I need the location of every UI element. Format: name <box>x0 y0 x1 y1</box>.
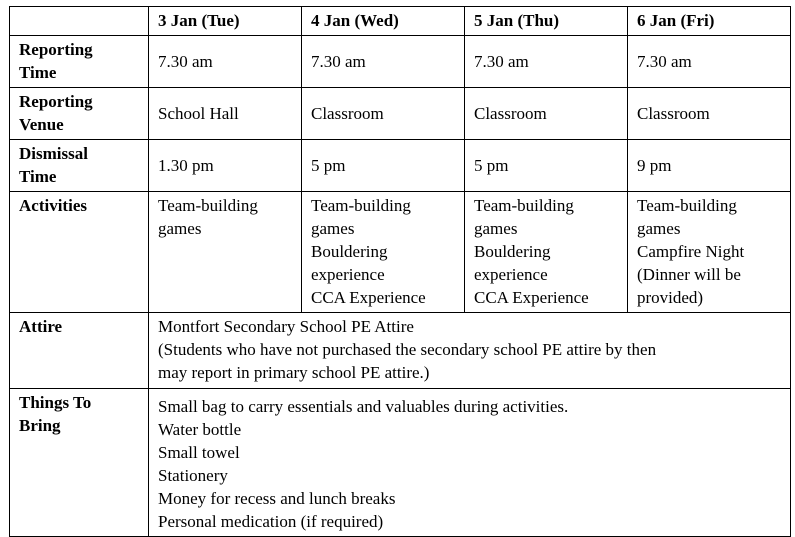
activities-day-4 <box>628 192 791 313</box>
activity-item: CCA Experience <box>311 288 426 307</box>
activity-item: Bouldering <box>474 242 551 261</box>
activity-item: CCA Experience <box>474 288 589 307</box>
activity-item: Team-building <box>158 196 258 215</box>
list-item: Small towel <box>158 443 240 462</box>
activity-item: games <box>637 219 681 238</box>
dismissal-time-day-1: 1.30 pm <box>149 140 302 192</box>
attire-label: Attire <box>10 313 149 389</box>
reporting-venue-day-4: Classroom <box>628 88 791 140</box>
reporting-time-day-1: 7.30 am <box>149 36 302 88</box>
reporting-time-label: Reporting Time <box>10 36 149 88</box>
reporting-time-row <box>10 36 791 88</box>
list-item: Personal medication (if required) <box>158 512 384 531</box>
attire-line: may report in primary school PE attire.) <box>158 363 430 382</box>
header-day-2: 4 Jan (Wed) <box>302 7 465 36</box>
reporting-venue-row <box>10 88 791 140</box>
list-item: Money for recess and lunch breaks <box>158 489 396 508</box>
attire-details <box>149 313 791 389</box>
activity-item: provided) <box>637 288 704 307</box>
things-to-bring-list <box>149 389 791 537</box>
activity-item: (Dinner will be <box>637 265 741 284</box>
activity-item: Campfire Night <box>637 242 745 261</box>
activity-item: Team-building <box>311 196 411 215</box>
activity-item: games <box>474 219 518 238</box>
dismissal-time-day-2: 5 pm <box>302 140 465 192</box>
list-item: Stationery <box>158 466 228 485</box>
header-day-1: 3 Jan (Tue) <box>149 7 302 36</box>
schedule-table <box>9 6 791 537</box>
attire-line: Montfort Secondary School PE Attire <box>158 317 414 336</box>
dismissal-time-day-4: 9 pm <box>628 140 791 192</box>
things-to-bring-row <box>10 389 791 537</box>
things-to-bring-label: Things To Bring <box>10 389 149 537</box>
attire-line: (Students who have not purchased the secondary school PE attire by then <box>158 340 657 359</box>
activities-row <box>10 192 791 313</box>
reporting-time-day-4: 7.30 am <box>628 36 791 88</box>
activity-item: experience <box>311 265 385 284</box>
activity-item: Bouldering <box>311 242 388 261</box>
attire-row <box>10 313 791 389</box>
header-corner-cell <box>10 7 149 36</box>
activities-label: Activities <box>10 192 149 313</box>
list-item: Small bag to carry essentials and valuables during activities. <box>158 397 569 416</box>
header-day-4: 6 Jan (Fri) <box>628 7 791 36</box>
reporting-time-day-2: 7.30 am <box>302 36 465 88</box>
reporting-venue-day-3: Classroom <box>465 88 628 140</box>
activity-item: games <box>311 219 355 238</box>
activity-item: experience <box>474 265 548 284</box>
dismissal-time-label: Dismissal Time <box>10 140 149 192</box>
reporting-venue-day-1: School Hall <box>149 88 302 140</box>
list-item: Water bottle <box>158 420 242 439</box>
dismissal-time-day-3: 5 pm <box>465 140 628 192</box>
activities-day-3 <box>465 192 628 313</box>
reporting-venue-label: Reporting Venue <box>10 88 149 140</box>
activities-day-2 <box>302 192 465 313</box>
header-day-3: 5 Jan (Thu) <box>465 7 628 36</box>
reporting-time-day-3: 7.30 am <box>465 36 628 88</box>
activity-item: Team-building <box>474 196 574 215</box>
activities-day-1 <box>149 192 302 313</box>
activity-item: games <box>158 219 202 238</box>
header-row <box>10 7 791 36</box>
activity-item: Team-building <box>637 196 737 215</box>
dismissal-time-row <box>10 140 791 192</box>
reporting-venue-day-2: Classroom <box>302 88 465 140</box>
